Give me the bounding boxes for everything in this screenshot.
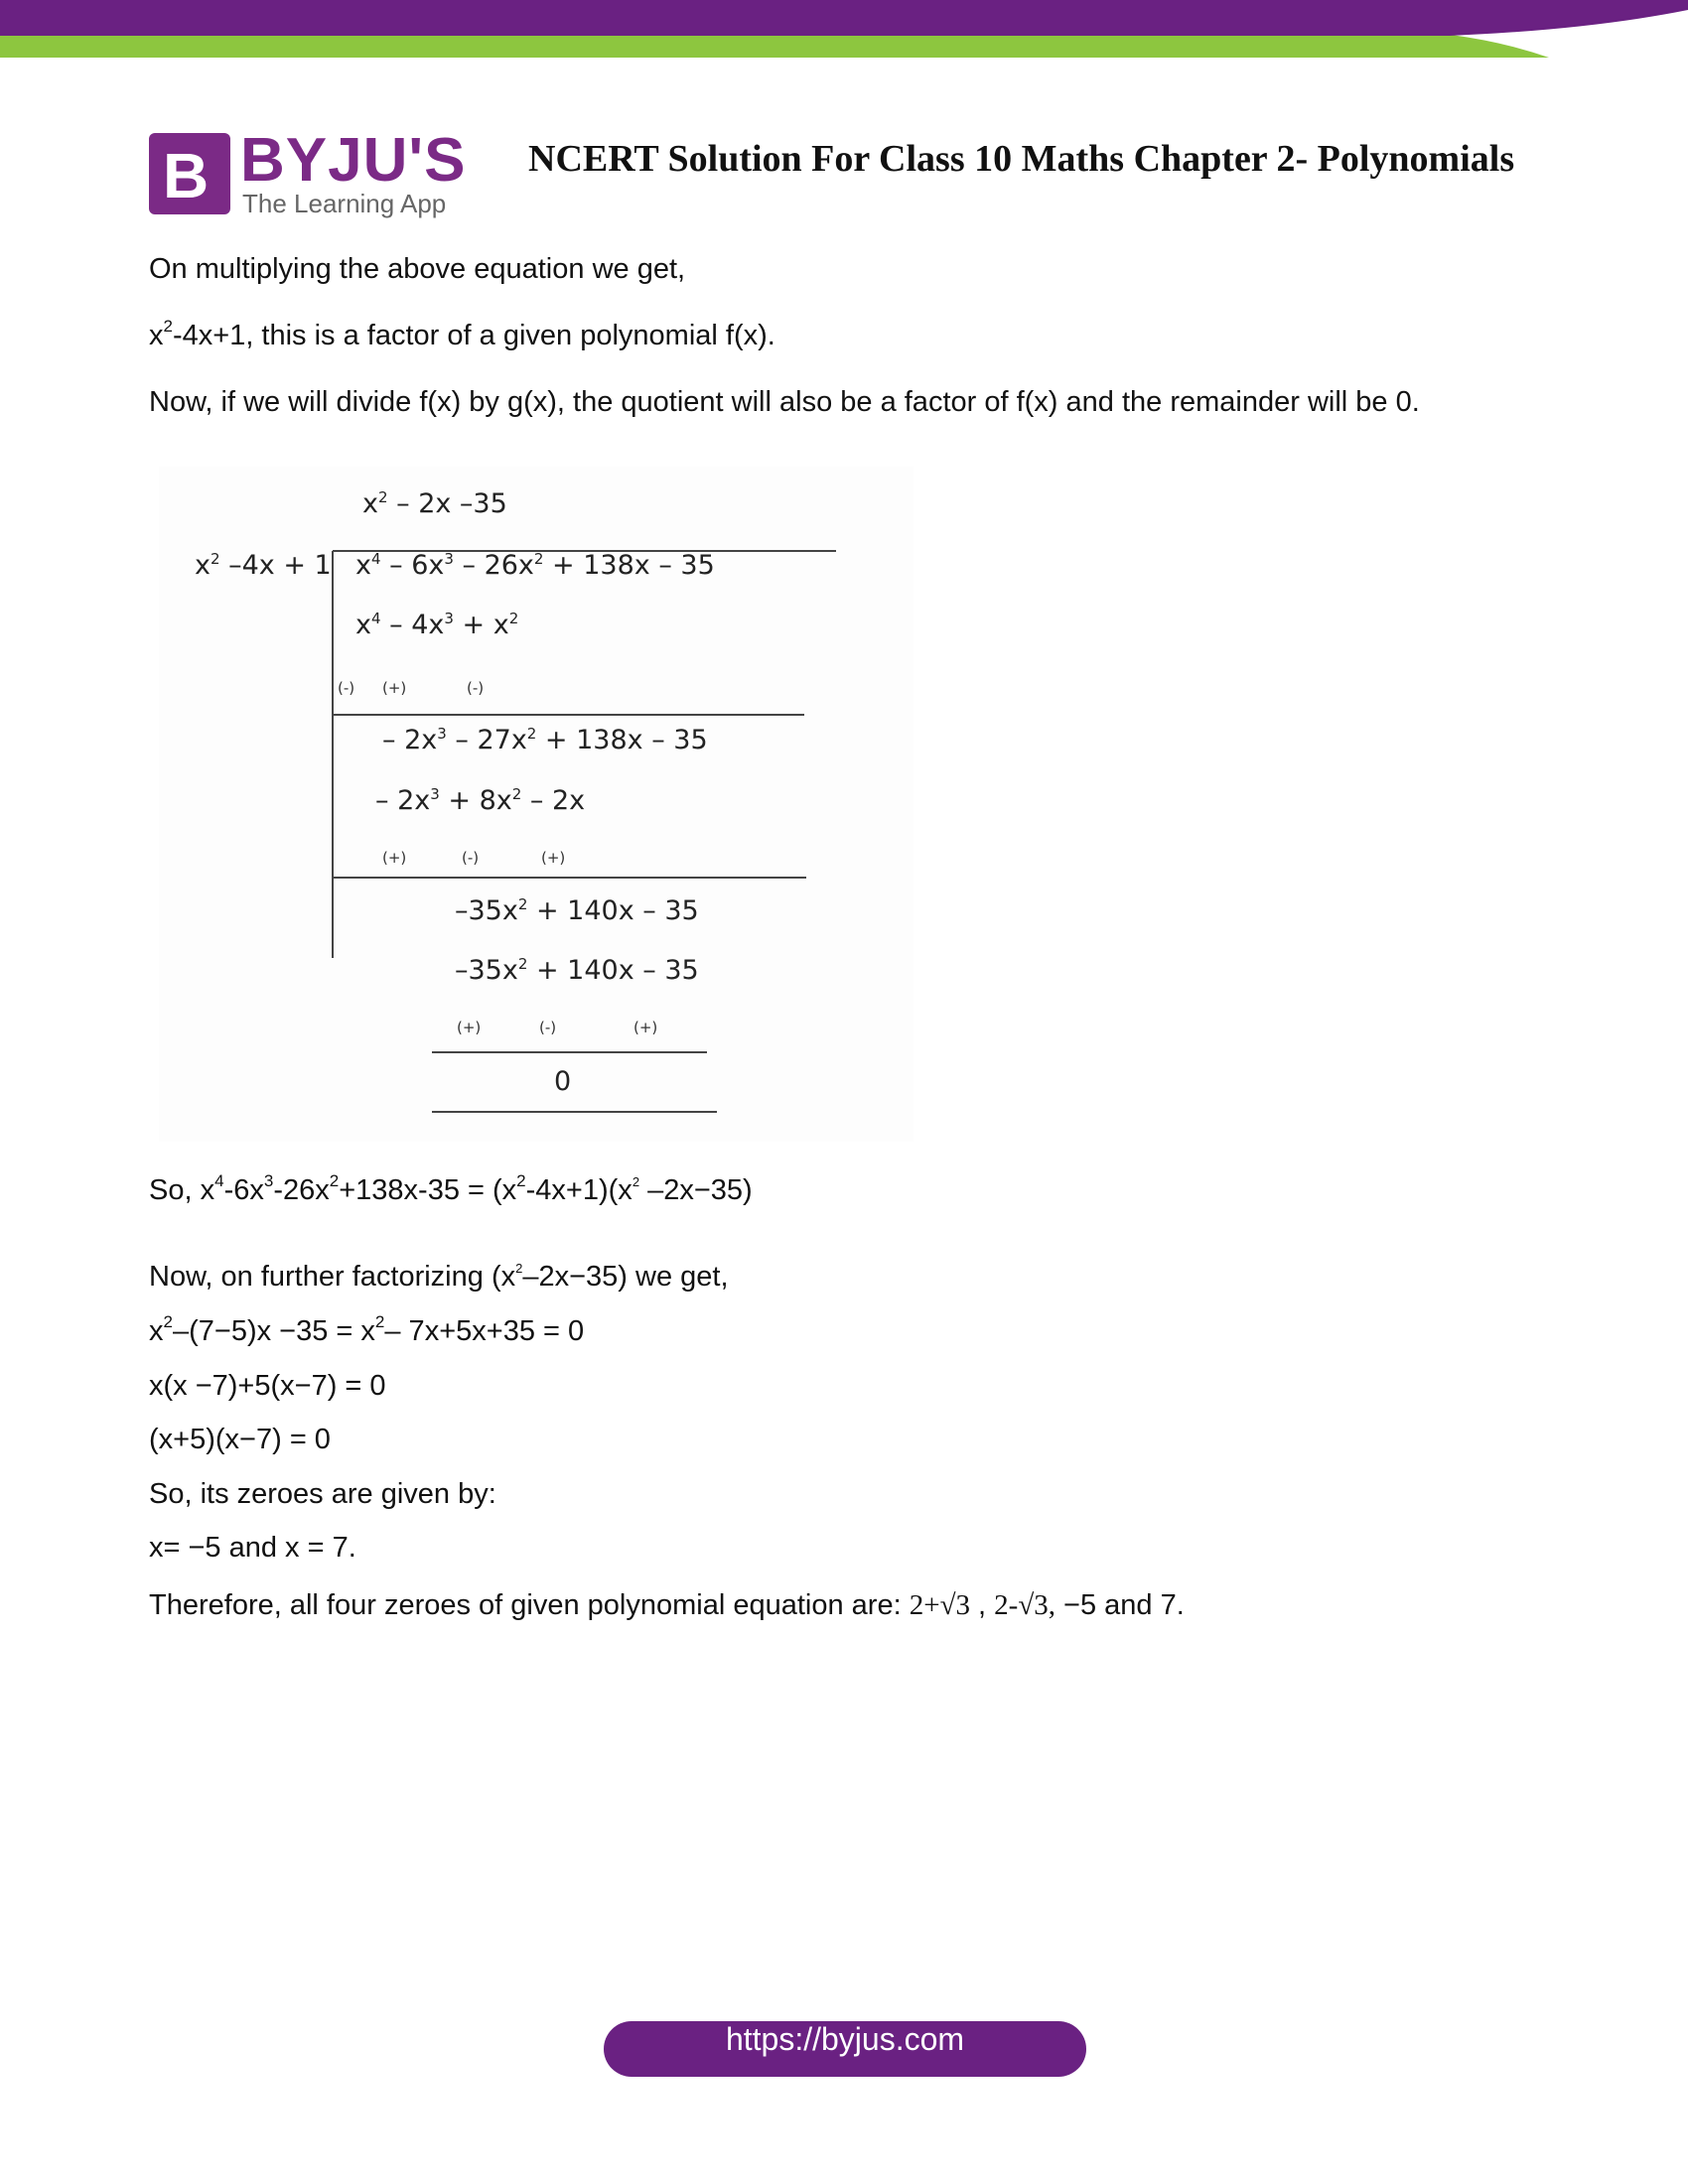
logo-b-icon: B — [149, 133, 230, 214]
final-remainder: 0 — [554, 1066, 572, 1097]
long-division-figure — [159, 467, 914, 1142]
result-line: So, $x^4-6x^3-26x^2+138x-35 = (x^2-4x+1)(x^2$ –2x−35) — [149, 1171, 753, 1206]
sign-1a: (-) — [338, 679, 355, 697]
sign-3b: (-) — [539, 1019, 557, 1036]
sign-2c: (+) — [541, 849, 566, 867]
intro-line-2: $x^2-4x+1$, this is a factor of a given polynomial f(x). — [149, 317, 775, 351]
long-division-svg — [159, 467, 914, 1142]
logo-tagline: The Learning App — [242, 189, 447, 218]
conclusion-line: Therefore, all four zeroes of given polynomial equation are: 2+√3 , 2-√3, −5 and 7. — [149, 1589, 1185, 1621]
intro-line-3: Now, if we will divide f(x) by g(x), the quotient will also be a factor of f(x) and the remainder will be 0. — [149, 386, 1420, 418]
factorize-line-1: Now, on further factorizing $(x^2-2x-35)$ we get, — [149, 1261, 729, 1293]
step1-text: $x^4 - 4x^3 + x^2$ — [355, 610, 519, 640]
factorize-line-6: x= −5 and x = 7. — [149, 1532, 356, 1564]
quotient-text: $x^2 - 2x$ –35 — [362, 488, 507, 519]
sign-1c: (-) — [467, 679, 485, 697]
logo-brand-name: BYJU'S — [240, 126, 467, 195]
remainder1-text: – $2x^3 - 27x^2 + 138x - 35$ — [382, 725, 708, 755]
intro-line-1: On multiplying the above equation we get, — [149, 253, 686, 285]
sign-3c: (+) — [633, 1019, 658, 1036]
top-decorative-band — [0, 0, 1688, 60]
factorize-line-4: (x+5)(x−7) = 0 — [149, 1424, 331, 1455]
step3-text: $-35x^2 + 140x - 35$ — [455, 955, 699, 986]
byjus-logo — [149, 126, 467, 226]
sign-2b: (-) — [462, 849, 480, 867]
factorize-line-3: x(x −7)+5(x−7) = 0 — [149, 1370, 386, 1402]
remainder2-text: $-35x^2 + 140x - 35$ — [455, 895, 699, 926]
dividend-text: $x^4 - 6x^3 - 26x^2 + 138x - 35$ — [355, 550, 715, 581]
step2-text: – $2x^3 + 8x^2 - 2x$ — [375, 785, 586, 816]
divisor-text: $x^2$ –4x + 1 — [195, 550, 332, 581]
factorize-line-2: $x^2-(7-5)x -35 = x^2-$ 7x+5x+35 = 0 — [149, 1312, 585, 1347]
page-title: NCERT Solution For Class 10 Maths Chapter 2- Polynomials — [528, 138, 1515, 180]
footer-url-link[interactable]: https://byjus.com — [604, 2021, 1086, 2077]
sign-1b: (+) — [382, 679, 407, 697]
factorize-line-5: So, its zeroes are given by: — [149, 1478, 496, 1510]
sign-2a: (+) — [382, 849, 407, 867]
sign-3a: (+) — [457, 1019, 482, 1036]
